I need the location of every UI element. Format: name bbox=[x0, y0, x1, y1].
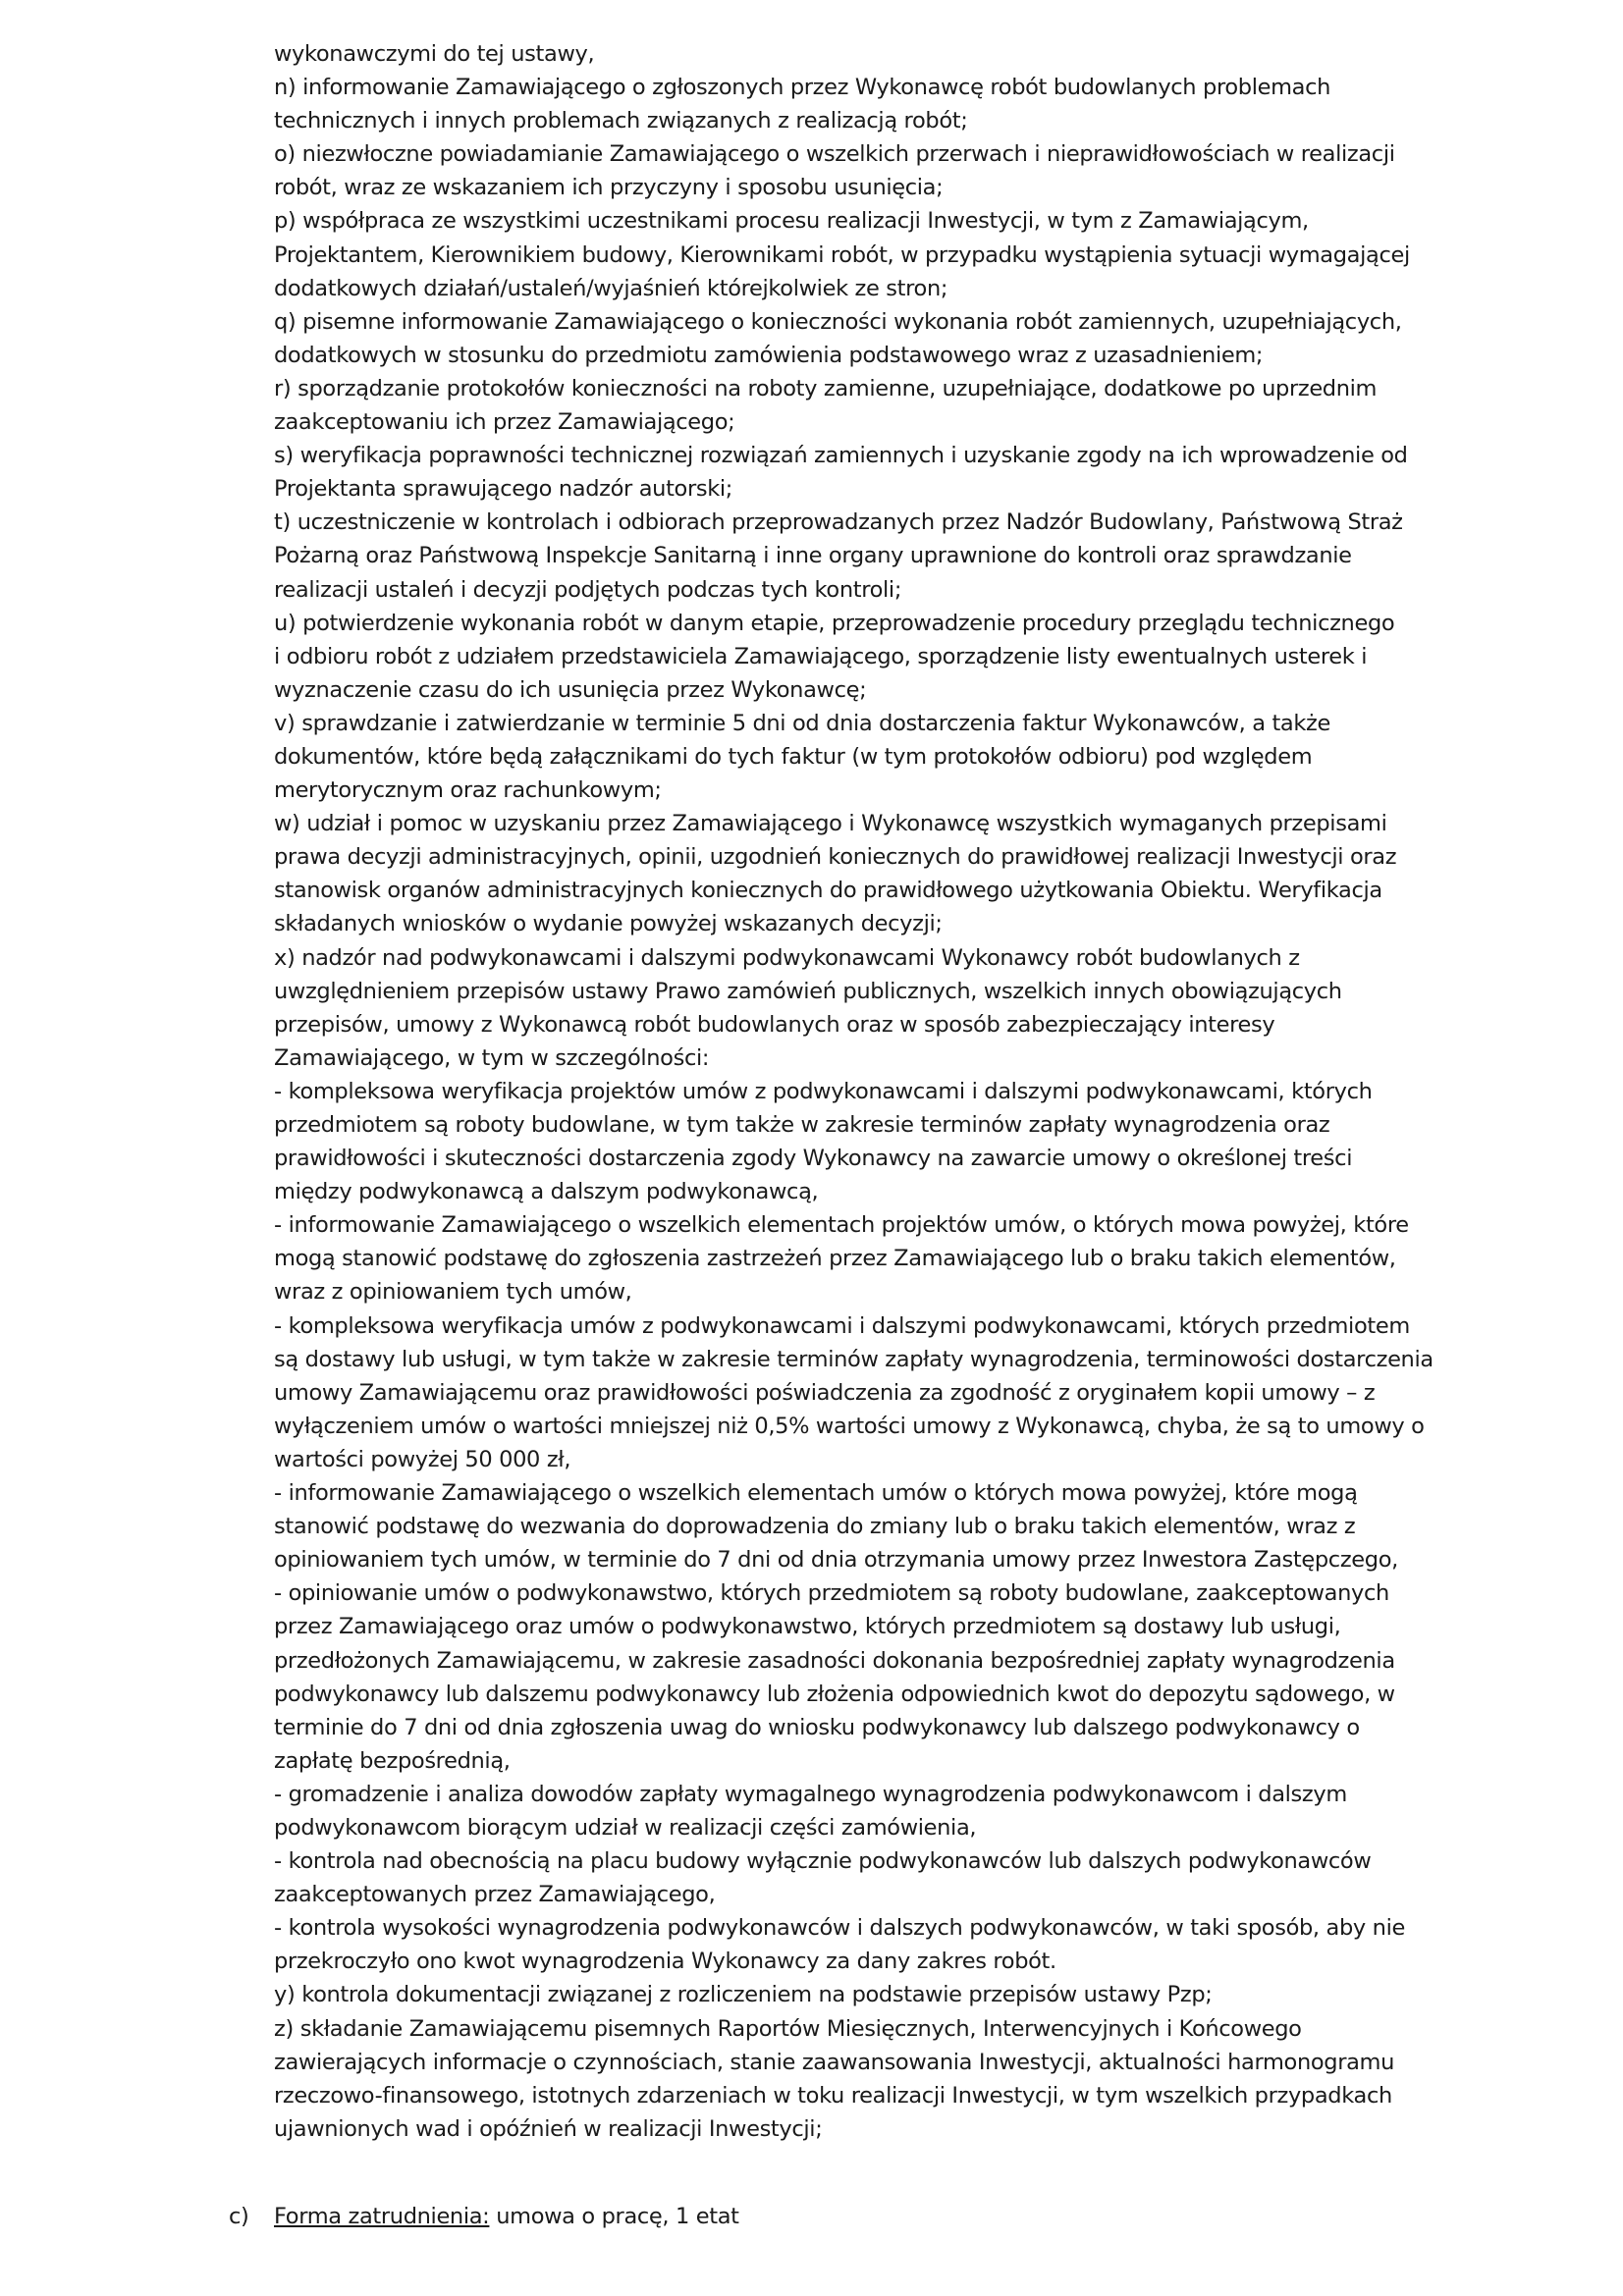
text-line: y) kontrola dokumentacji związanej z rozliczeniem na podstawie przepisów ustawy Pzp; bbox=[274, 1982, 1213, 2008]
text-line: dodatkowych działań/ustaleń/wyjaśnień którejkolwiek ze stron; bbox=[274, 275, 948, 301]
text-line: z) składanie Zamawiającemu pisemnych Raportów Miesięcznych, Interwencyjnych i Końcowego bbox=[274, 2015, 1302, 2042]
item-marker: c) bbox=[229, 2204, 249, 2229]
text-line: mogą stanowić podstawę do zgłoszenia zastrzeżeń przez Zamawiającego lub o braku takich elementów, bbox=[274, 1246, 1396, 1272]
text-line: q) pisemne informowanie Zamawiającego o konieczności wykonania robót zamiennych, uzupełniających, bbox=[274, 308, 1402, 335]
text-line: r) sporządzanie protokołów konieczności na roboty zamienne, uzupełniające, dodatkowe po uprzednim bbox=[274, 375, 1378, 401]
text-line: - kontrola nad obecnością na placu budowy wyłącznie podwykonawców lub dalszych podwykonawców bbox=[274, 1848, 1372, 1875]
text-line: realizacji ustaleń i decyzji podjętych podczas tych kontroli; bbox=[274, 576, 902, 603]
text-line: - kompleksowa weryfikacja projektów umów z podwykonawcami i dalszymi podwykonawcami, których bbox=[274, 1078, 1373, 1104]
employment-form-label: Forma zatrudnienia: bbox=[274, 2204, 490, 2229]
text-line: Projektanta sprawującego nadzór autorski; bbox=[274, 476, 733, 503]
text-line: - gromadzenie i analiza dowodów zapłaty wymagalnego wynagrodzenia podwykonawcom i dalszym bbox=[274, 1781, 1347, 1807]
text-line: zaakceptowanych przez Zamawiającego, bbox=[274, 1882, 716, 1908]
text-line: dodatkowych w stosunku do przedmiotu zamówienia podstawowego wraz z uzasadnieniem; bbox=[274, 342, 1264, 368]
text-line: terminie do 7 dni od dnia zgłoszenia uwag do wniosku podwykonawcy lub dalszego podwykonawcy o bbox=[274, 1714, 1360, 1740]
text-line: podwykonawcom biorącym udział w realizacji części zamówienia, bbox=[274, 1814, 977, 1841]
text-line: x) nadzór nad podwykonawcami i dalszymi podwykonawcami Wykonawcy robót budowlanych z bbox=[274, 944, 1300, 971]
text-line: dokumentów, które będą załącznikami do tych faktur (w tym protokołów odbioru) pod względem bbox=[274, 743, 1313, 770]
text-line: przepisów, umowy z Wykonawcą robót budowlanych oraz w sposób zabezpieczający interesy bbox=[274, 1011, 1275, 1038]
text-line: merytorycznym oraz rachunkowym; bbox=[274, 777, 662, 804]
text-line: przez Zamawiającego oraz umów o podwykonawstwo, których przedmiotem są dostawy lub usługi, bbox=[274, 1614, 1341, 1640]
text-line: przekroczyło ono kwot wynagrodzenia Wykonawcy za dany zakres robót. bbox=[274, 1949, 1056, 1975]
text-line: - kompleksowa weryfikacja umów z podwykonawcami i dalszymi podwykonawcami, których przedmiotem bbox=[274, 1312, 1410, 1339]
text-line: - opiniowanie umów o podwykonawstwo, których przedmiotem są roboty budowlane, zaakceptowanych bbox=[274, 1580, 1389, 1607]
text-line: u) potwierdzenie wykonania robót w danym etapie, przeprowadzenie procedury przeglądu technicznego bbox=[274, 610, 1395, 636]
text-line: t) uczestniczenie w kontrolach i odbiorach przeprowadzanych przez Nadzór Budowlany, Państwową Straż bbox=[274, 509, 1403, 536]
text-line: rzeczowo-finansowego, istotnych zdarzeniach w toku realizacji Inwestycji, w tym wszelkich przypadkach bbox=[274, 2082, 1392, 2109]
text-line: wykonawczymi do tej ustawy, bbox=[274, 41, 595, 67]
document-body bbox=[274, 37, 1452, 2146]
text-line: - kontrola wysokości wynagrodzenia podwykonawców i dalszych podwykonawców, w taki sposób, aby nie bbox=[274, 1915, 1405, 1942]
text-line: stanowisk organów administracyjnych koniecznych do prawidłowego użytkowania Obiektu. Weryfikacja bbox=[274, 878, 1382, 904]
text-line: stanowić podstawę do wezwania do doprowadzenia do zmiany lub o braku takich elementów, wraz z bbox=[274, 1514, 1356, 1540]
text-line: zawierających informacje o czynnościach, stanie zaawansowania Inwestycji, aktualności harmonogramu bbox=[274, 2049, 1395, 2075]
employment-form-value: umowa o pracę, 1 etat bbox=[489, 2204, 739, 2229]
text-line: wyznaczenie czasu do ich usunięcia przez Wykonawcę; bbox=[274, 676, 867, 703]
text-line: opiniowaniem tych umów, w terminie do 7 dni od dnia otrzymania umowy przez Inwestora Zastępczego, bbox=[274, 1547, 1398, 1574]
text-line: wraz z opiniowaniem tych umów, bbox=[274, 1279, 632, 1306]
text-line: wyłączeniem umów o wartości mniejszej niż 0,5% wartości umowy z Wykonawcą, chyba, że są to umowy o bbox=[274, 1413, 1425, 1439]
text-line: s) weryfikacja poprawności technicznej rozwiązań zamiennych i uzyskanie zgody na ich wprowadzenie od bbox=[274, 443, 1408, 469]
text-line: są dostawy lub usługi, w tym także w zakresie terminów zapłaty wynagrodzenia, terminowości dostarczenia bbox=[274, 1346, 1434, 1372]
text-line: prawidłowości i skuteczności dostarczenia zgody Wykonawcy na zawarcie umowy o określonej treści bbox=[274, 1146, 1353, 1172]
text-line: robót, wraz ze wskazaniem ich przyczyny i sposobu usunięcia; bbox=[274, 175, 944, 201]
text-line: Projektantem, Kierownikiem budowy, Kierownikami robót, w przypadku wystąpienia sytuacji wymagającej bbox=[274, 241, 1410, 268]
text-line: - informowanie Zamawiającego o wszelkich elementach umów o których mowa powyżej, które mogą bbox=[274, 1480, 1358, 1507]
text-line: Pożarną oraz Państwową Inspekcje Sanitarną i inne organy uprawnione do kontroli oraz sprawdzanie bbox=[274, 543, 1352, 569]
text-line: w) udział i pomoc w uzyskaniu przez Zamawiającego i Wykonawcę wszystkich wymaganych przepisami bbox=[274, 811, 1387, 837]
text-line: n) informowanie Zamawiającego o zgłoszonych przez Wykonawcę robót budowlanych problemach bbox=[274, 75, 1331, 101]
text-line: prawa decyzji administracyjnych, opinii, uzgodnień koniecznych do prawidłowej realizacji Inwestycji oraz bbox=[274, 844, 1397, 871]
text-line: i odbioru robót z udziałem przedstawiciela Zamawiającego, sporządzenie listy ewentualnych usterek i bbox=[274, 643, 1368, 669]
text-line: - informowanie Zamawiającego o wszelkich elementach projektów umów, o których mowa powyżej, które bbox=[274, 1212, 1409, 1239]
text-line: zapłatę bezpośrednią, bbox=[274, 1747, 511, 1774]
text-line: zaakceptowaniu ich przez Zamawiającego; bbox=[274, 409, 735, 436]
text-line: uwzględnieniem przepisów ustawy Prawo zamówień publicznych, wszelkich innych obowiązujących bbox=[274, 978, 1342, 1004]
text-line: Zamawiającego, w tym w szczególności: bbox=[274, 1044, 710, 1071]
text-line: przedłożonych Zamawiającemu, w zakresie zasadności dokonania bezpośredniej zapłaty wynagrodzenia bbox=[274, 1647, 1395, 1674]
text-line: p) współpraca ze wszystkimi uczestnikami procesu realizacji Inwestycji, w tym z Zamawiającym, bbox=[274, 208, 1309, 235]
text-line: podwykonawcy lub dalszemu podwykonawcy lub złożenia odpowiednich kwot do depozytu sądowego, w bbox=[274, 1681, 1395, 1707]
text-line: przedmiotem są roboty budowlane, w tym także w zakresie terminów zapłaty wynagrodzenia oraz bbox=[274, 1112, 1330, 1138]
text-line: wartości powyżej 50 000 zł, bbox=[274, 1446, 571, 1472]
text-line: między podwykonawcą a dalszym podwykonawcą, bbox=[274, 1179, 819, 1205]
text-line: v) sprawdzanie i zatwierdzanie w terminie 5 dni od dnia dostarczenia faktur Wykonawców, a także bbox=[274, 710, 1331, 736]
text-line: o) niezwłoczne powiadamianie Zamawiającego o wszelkich przerwach i nieprawidłowościach w realizacji bbox=[274, 141, 1395, 168]
text-line: składanych wniosków o wydanie powyżej wskazanych decyzji; bbox=[274, 911, 943, 937]
text-line: umowy Zamawiającemu oraz prawidłowości poświadczenia za zgodność z oryginałem kopii umowy – z bbox=[274, 1379, 1376, 1406]
employment-form-item bbox=[229, 2200, 739, 2233]
text-line: ujawnionych wad i opóźnień w realizacji Inwestycji; bbox=[274, 2115, 823, 2142]
text-line: technicznych i innych problemach związanych z realizacją robót; bbox=[274, 108, 968, 134]
